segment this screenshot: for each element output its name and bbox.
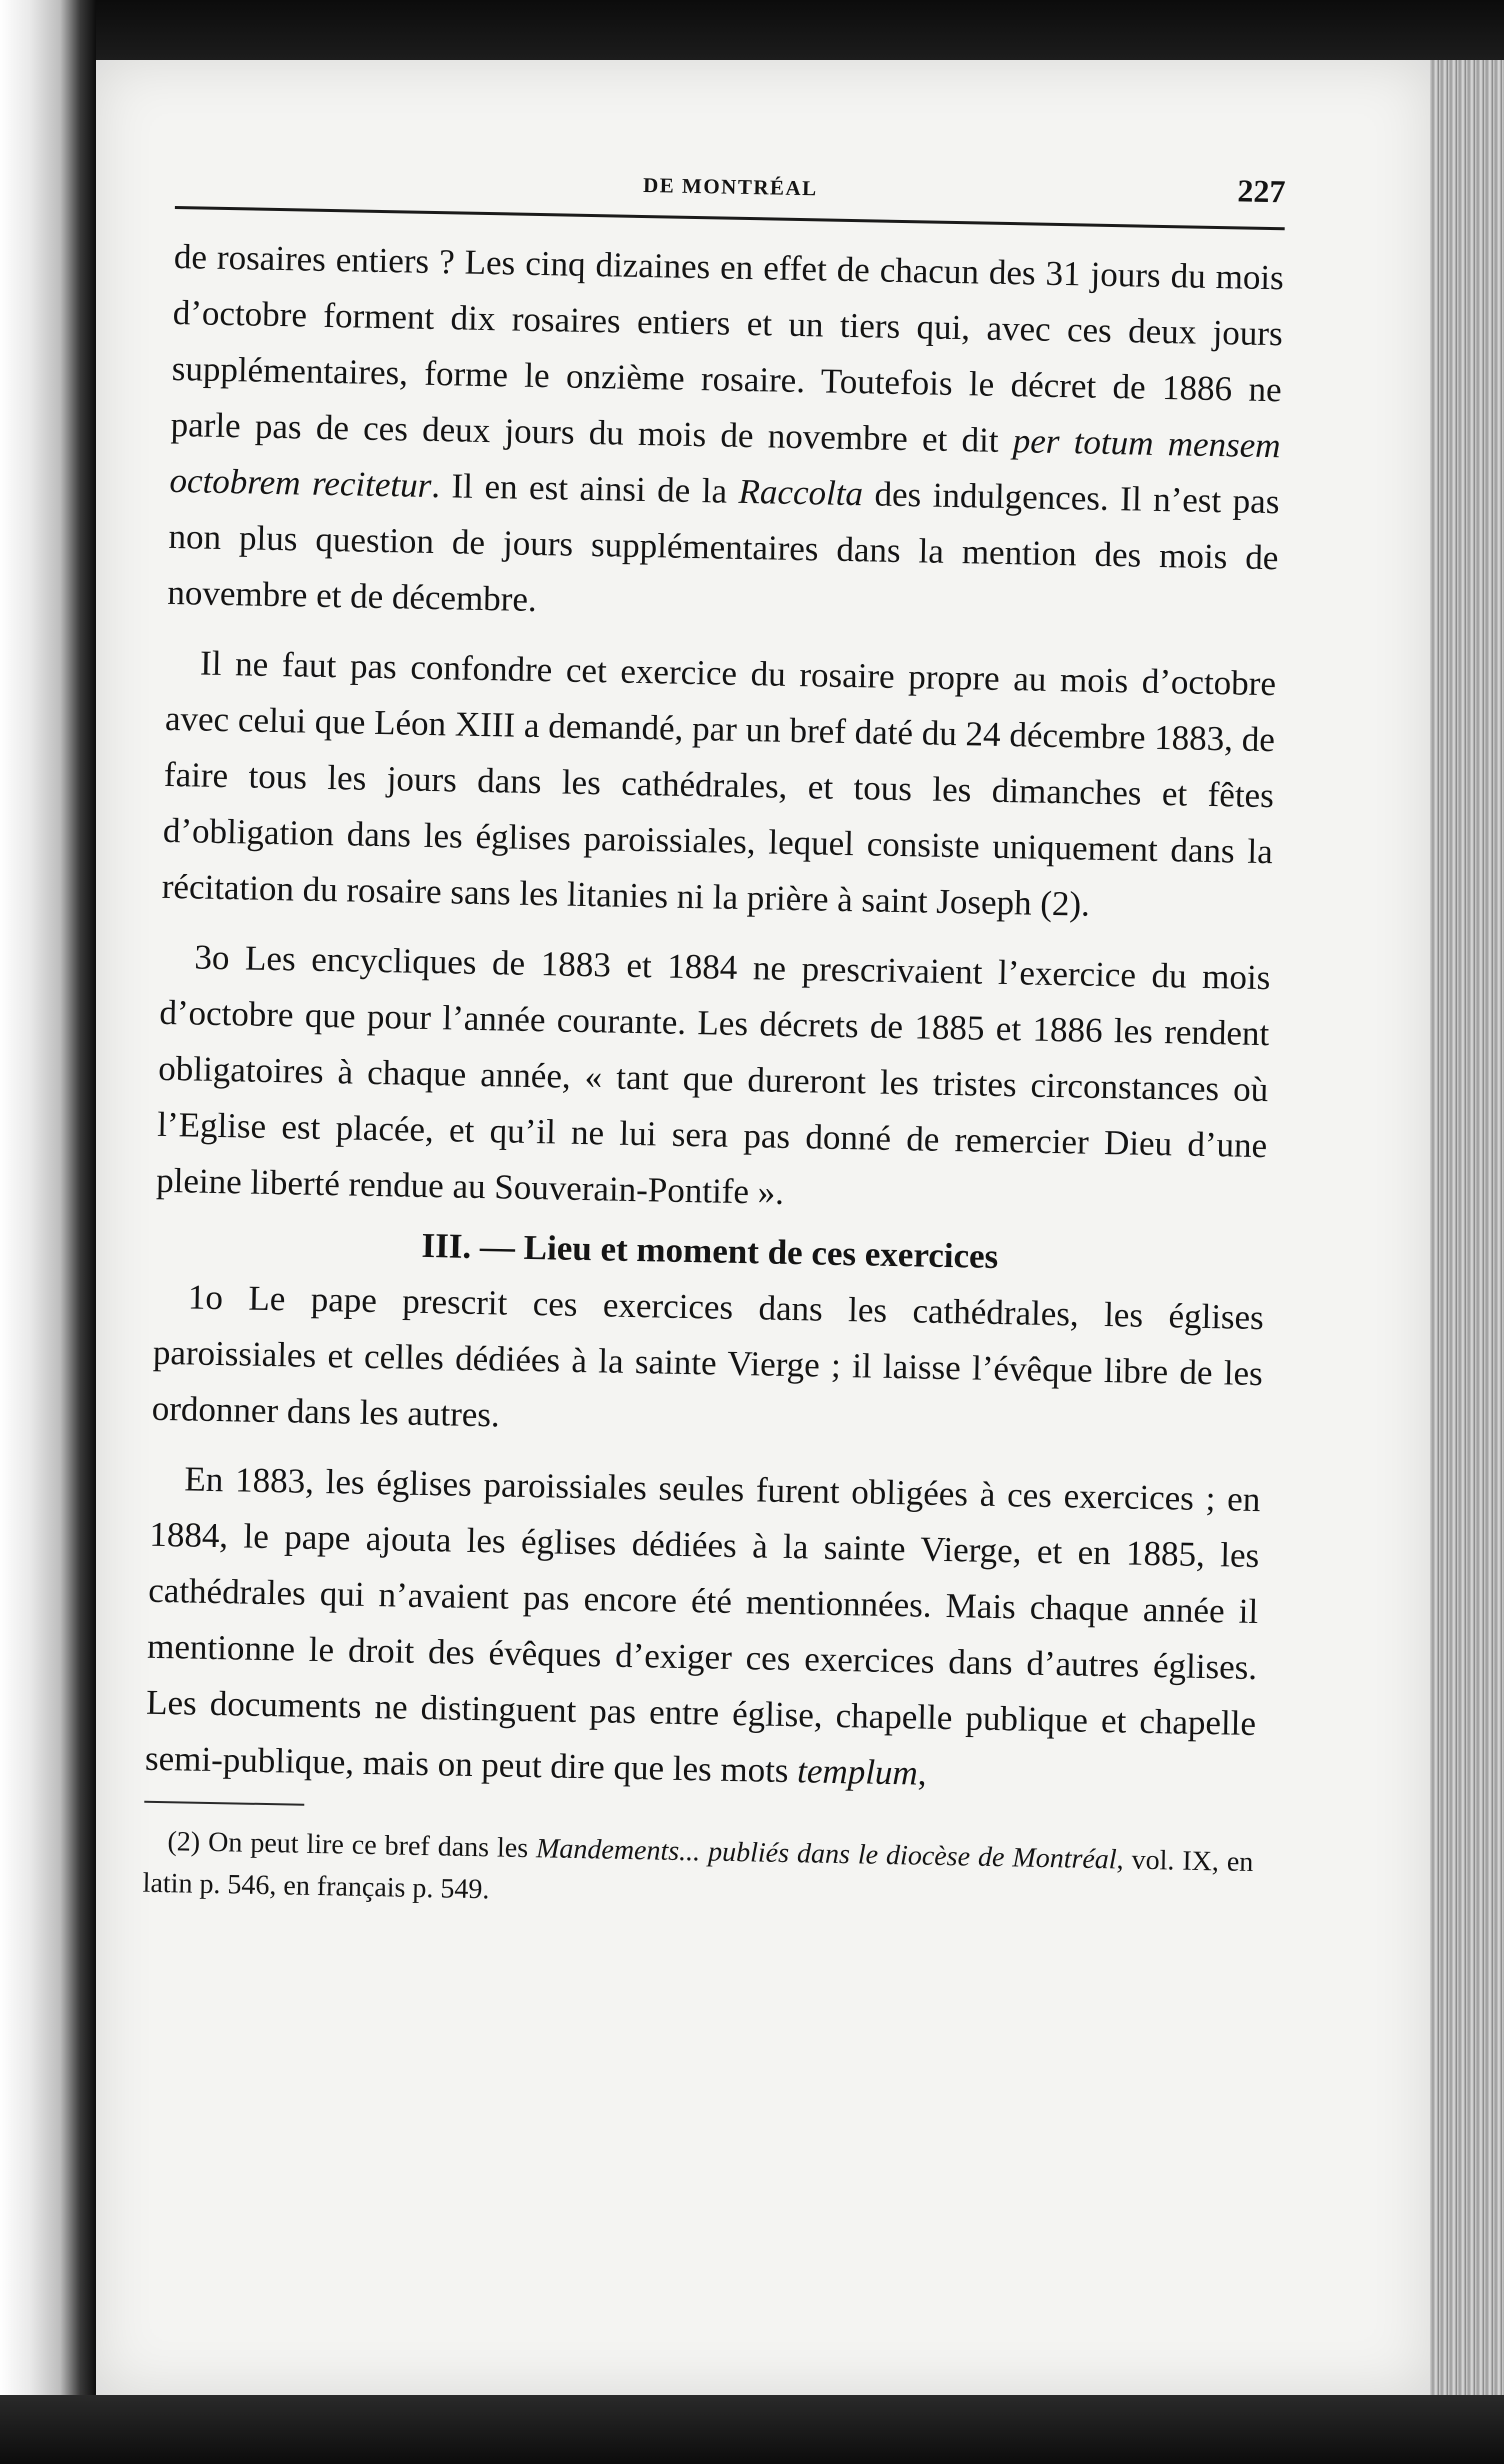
running-head: DE MONTRÉAL xyxy=(642,172,818,201)
footnote xyxy=(142,1821,1253,1926)
paragraph-1-text-e: des indulgences. Il n’est pas non plus question de jours supplémentaires dans la mention des mois de novembre et de décembre. xyxy=(167,474,1280,620)
paragraph-2: Il ne faut pas confondre cet exercice du rosaire propre au mois d’octobre avec celui que Léon XIII a demandé, par un bref daté du 24 décembre 1883, de faire tous les jours dans les cathédrales, et tous les dimanches et fêtes d’obligation dans les églises paroissiales, lequel consiste uniquement dans la récitation du rosaire sans les litanies ni la prière à saint Joseph (2). xyxy=(161,643,1277,924)
templum-word: templum xyxy=(796,1751,919,1793)
paragraph-1-text-c: . Il en est ainsi de la xyxy=(430,465,740,511)
footnote-source-title: Mandements... publiés dans le diocèse de Montréal xyxy=(535,1833,1117,1876)
paragraph-3: 3o Les encycliques de 1883 et 1884 ne prescrivaient l’exercice du mois d’octobre que pour l’année courante. Les décrets de 1885 et 1886 les rendent obligatoires à chaque année, « tant que dureront les tristes circonstances où l’Eglise est placée, et qu’il ne lui sera pas donné de remercier Dieu d’une pleine liberté rendue au Souverain-Pontife ». xyxy=(155,937,1271,1212)
paragraph-5-text-c: , xyxy=(917,1753,927,1793)
paragraph-5-text-a: En 1883, les églises paroissiales seules furent obligées à ces exercices ; en 1884, le pape ajouta les églises dédiées à la sainte Vierge, et en 1885, les cathédrales qui n’avaient pas encore été mentionnées. Mais chaque année il mentionne le droit des évêques d’exiger ces exercices dans d’autres églises. Les documents ne distinguent pas entre église, chapelle publique et chapelle semi-publique, mais on peut dire que les mots xyxy=(144,1459,1261,1791)
page-content xyxy=(142,150,1285,1926)
page-number: 227 xyxy=(1237,172,1286,210)
raccolta-title: Raccolta xyxy=(738,471,864,514)
page-header xyxy=(175,150,1286,227)
section-heading: III. — Lieu et moment de ces exercices xyxy=(421,1225,999,1276)
scan-border-left xyxy=(0,0,96,2464)
footnote-rule xyxy=(144,1801,304,1806)
scan-border-bottom xyxy=(0,2395,1504,2464)
latin-quote: per totum mensem octobrem recitetur xyxy=(169,421,1281,505)
paragraph-4: 1o Le pape prescrit ces exercices dans les cathédrales, les églises paroissiales et celles dédiées à la sainte Vierge ; il laisse l’évêque libre de les ordonner dans les autres. xyxy=(151,1277,1265,1435)
paragraph-1-text-a: de rosaires entiers ? Les cinq dizaines en effet de chacun des 31 jours du mois d’octobre forment dix rosaires entiers et un tiers qui, avec ces deux jours supplémentaires, forme le onzième rosaire. Toutefois le décret de 1886 ne parle pas de ces deux jours du mois de novembre et dit xyxy=(170,236,1285,461)
footnote-text-a: (2) On peut lire ce bref dans les xyxy=(167,1826,537,1865)
paragraph-1 xyxy=(167,229,1284,642)
scan-border-top xyxy=(0,0,1504,60)
footnote-text-c: , vol. IX, en latin p. 546, en français p. 549. xyxy=(142,1844,1254,1906)
book-page xyxy=(96,60,1430,2395)
paragraph-5 xyxy=(145,1451,1261,1808)
book-page-edges xyxy=(1430,60,1504,2400)
